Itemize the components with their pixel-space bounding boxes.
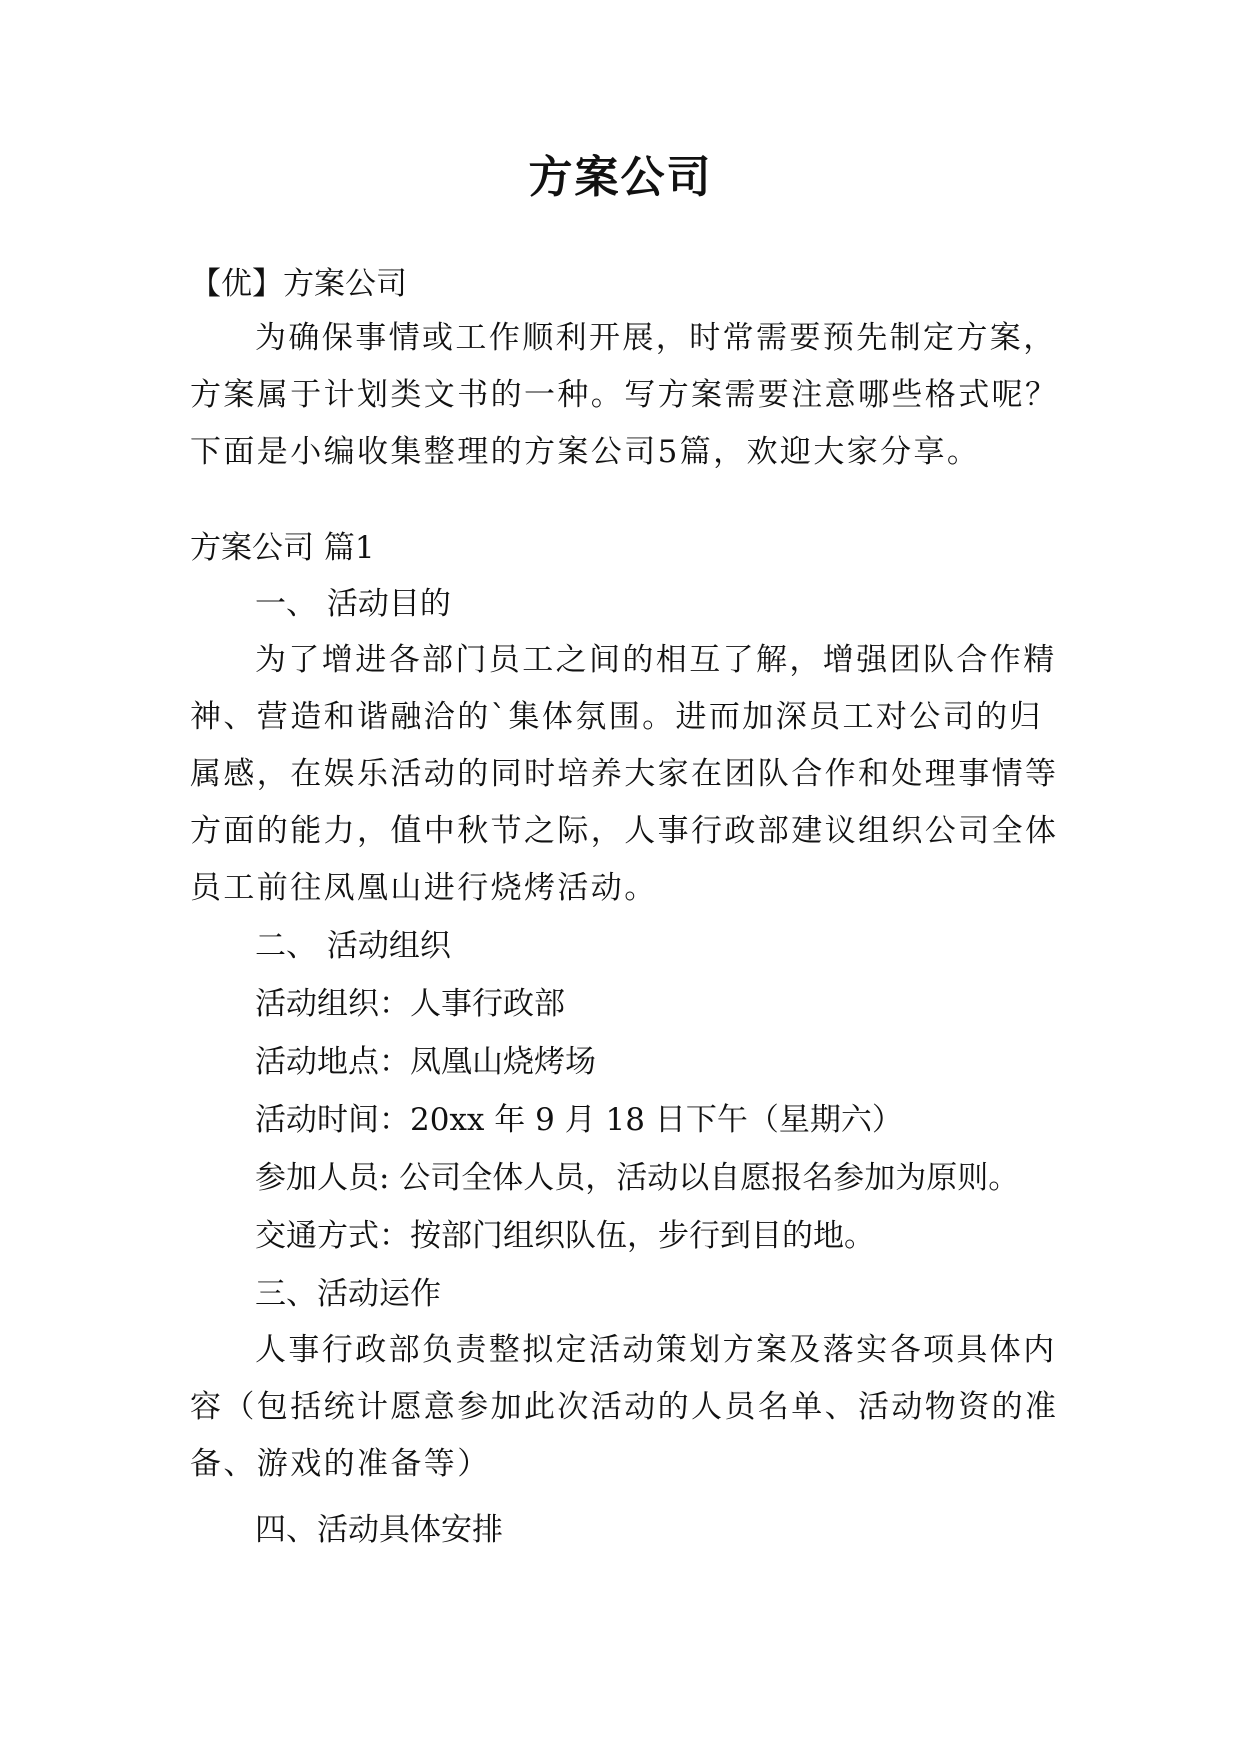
document-subtitle: 【优】方案公司 [190, 266, 407, 302]
heading-schedule: 四、活动具体安排 [255, 1512, 503, 1548]
info-organizer: 活动组织：人事行政部 [255, 986, 565, 1022]
info-participants: 参加人员: 公司全体人员，活动以自愿报名参加为原则。 [255, 1160, 1020, 1196]
operation-paragraph: 人事行政部负责整拟定活动策划方案及落实各项具体内容（包括统计愿意参加此次活动的人员名单、活动物资的准备、游戏的准备等） [190, 1332, 1059, 1482]
heading-operation: 三、活动运作 [255, 1276, 441, 1312]
info-time: 活动时间：20xx 年 9 月 18 日下午（星期六） [255, 1102, 903, 1138]
intro-paragraph: 为确保事情或工作顺利开展，时常需要预先制定方案，方案属于计划类文书的一种。写方案需要注意哪些格式呢？下面是小编收集整理的方案公司5篇，欢迎大家分享。 [190, 320, 1059, 470]
page-title: 方案公司 [528, 152, 713, 203]
section-heading: 方案公司 篇1 [190, 530, 375, 566]
heading-purpose: 一、 活动目的 [255, 586, 451, 622]
purpose-paragraph: 为了增进各部门员工之间的相互了解，增强团队合作精神、营造和谐融洽的`集体氛围。进而加深员工对公司的归属感，在娱乐活动的同时培养大家在团队合作和处理事情等方面的能力，值中秋节之际，人事行政部建议组织公司全体员工前往凤凰山进行烧烤活动。 [190, 642, 1059, 906]
info-location: 活动地点：凤凰山烧烤场 [255, 1044, 596, 1080]
info-transport: 交通方式：按部门组织队伍，步行到目的地。 [255, 1218, 875, 1254]
heading-organization: 二、 活动组织 [255, 928, 451, 964]
